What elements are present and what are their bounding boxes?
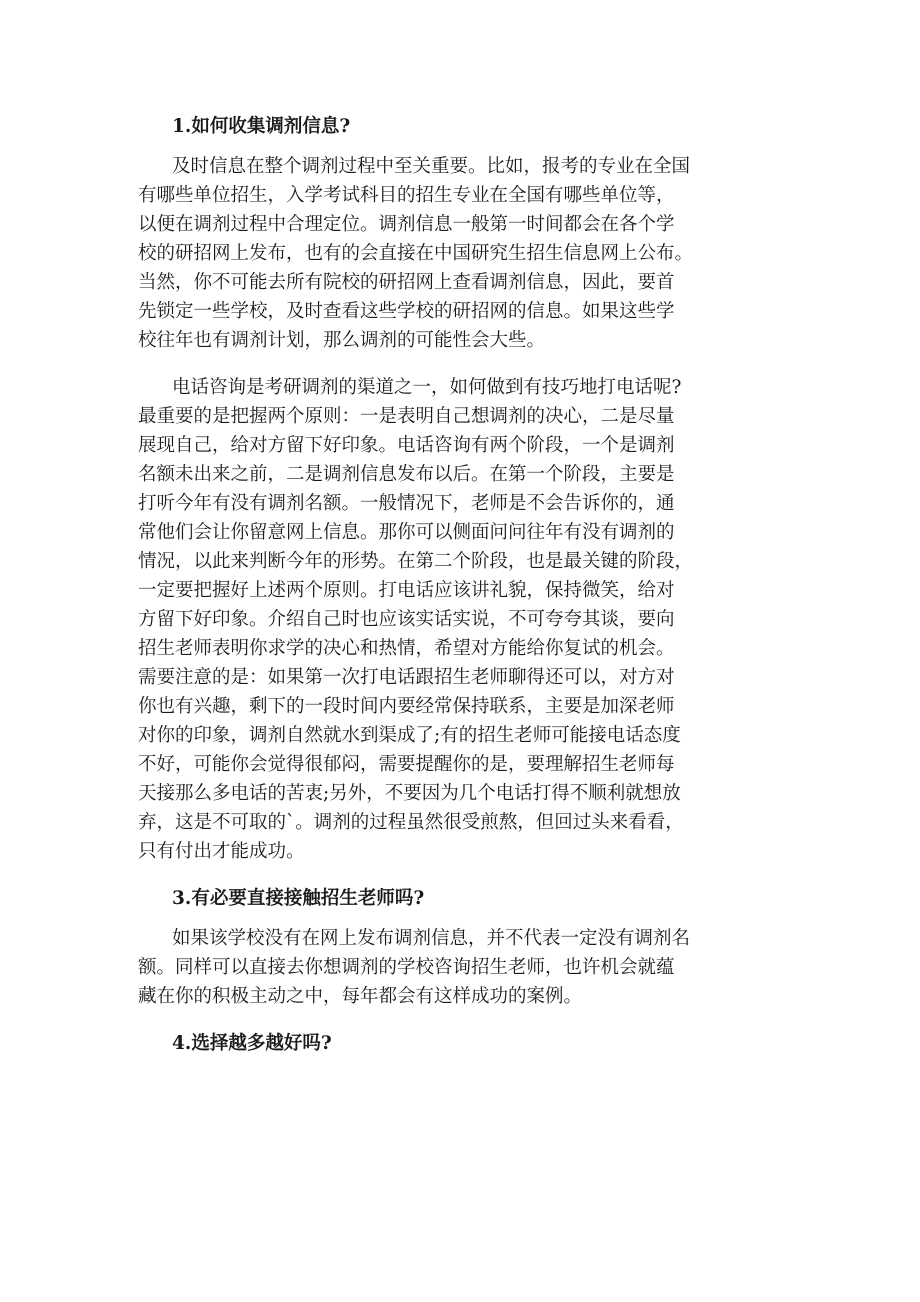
section-1-paragraph-2 bbox=[138, 373, 788, 866]
text-line: 有哪些单位招生，入学考试科目的招生专业在全国有哪些单位等， bbox=[138, 185, 675, 206]
text-line: 对你的印象，调剂自然就水到渠成了;有的招生老师可能接电话态度 bbox=[138, 725, 681, 746]
text-line: 招生老师表明你求学的决心和热情，希望对方能给你复试的机会。 bbox=[138, 638, 675, 659]
text-line: 弃，这是不可取的`。调剂的过程虽然很受煎熬，但回过头来看看， bbox=[138, 812, 684, 833]
text-line: 打听今年有没有调剂名额。一般情况下，老师是不会告诉你的，通 bbox=[138, 493, 675, 514]
section-1-paragraph-1 bbox=[138, 152, 788, 355]
text-line: 只有付出才能成功。 bbox=[138, 841, 305, 862]
text-line: 先锁定一些学校，及时查看这些学校的研招网的信息。如果这些学 bbox=[138, 301, 675, 322]
text-line: 情况，以此来判断今年的形势。在第二个阶段，也是最关键的阶段， bbox=[138, 551, 694, 572]
document-page bbox=[138, 112, 788, 1069]
text-line: 需要注意的是：如果第一次打电话跟招生老师聊得还可以，对方对 bbox=[138, 667, 675, 688]
text-line: 名额未出来之前，二是调剂信息发布以后。在第一个阶段，主要是 bbox=[138, 464, 675, 485]
section-1-heading: 1.如何收集调剂信息? bbox=[172, 116, 351, 137]
text-line: 一定要把握好上述两个原则。打电话应该讲礼貌，保持微笑，给对 bbox=[138, 580, 675, 601]
text-line: 额。同样可以直接去你想调剂的学校咨询招生老师，也许机会就蕴 bbox=[138, 957, 675, 978]
text-line: 不好，可能你会觉得很郁闷，需要提醒你的是，要理解招生老师每 bbox=[138, 754, 675, 775]
text-line: 方留下好印象。介绍自己时也应该实话实说，不可夸夸其谈，要向 bbox=[138, 609, 675, 630]
text-line: 电话咨询是考研调剂的渠道之一，如何做到有技巧地打电话呢? bbox=[172, 377, 682, 398]
text-line: 校往年也有调剂计划，那么调剂的可能性会大些。 bbox=[138, 330, 546, 351]
text-line: 展现自己，给对方留下好印象。电话咨询有两个阶段，一个是调剂 bbox=[138, 435, 675, 456]
text-line: 天接那么多电话的苦衷;另外，不要因为几个电话打得不顺利就想放 bbox=[138, 783, 681, 804]
text-line: 当然，你不可能去所有院校的研招网上查看调剂信息，因此，要首 bbox=[138, 272, 675, 293]
section-4-heading: 4.选择越多越好吗? bbox=[172, 1033, 332, 1054]
text-line: 常他们会让你留意网上信息。那你可以侧面问问往年有没有调剂的 bbox=[138, 522, 675, 543]
text-line: 最重要的是把握两个原则：一是表明自己想调剂的决心，二是尽量 bbox=[138, 406, 675, 427]
section-3-heading: 3.有必要直接接触招生老师吗? bbox=[172, 888, 425, 909]
text-line: 及时信息在整个调剂过程中至关重要。比如，报考的专业在全国 bbox=[172, 156, 691, 177]
text-line: 藏在你的积极主动之中，每年都会有这样成功的案例。 bbox=[138, 986, 583, 1007]
text-line: 你也有兴趣，剩下的一段时间内要经常保持联系，主要是加深老师 bbox=[138, 696, 675, 717]
section-3-paragraph-1 bbox=[138, 924, 788, 1011]
text-line: 校的研招网上发布，也有的会直接在中国研究生招生信息网上公布。 bbox=[138, 243, 694, 264]
text-line: 如果该学校没有在网上发布调剂信息，并不代表一定没有调剂名 bbox=[172, 928, 691, 949]
text-line: 以便在调剂过程中合理定位。调剂信息一般第一时间都会在各个学 bbox=[138, 214, 675, 235]
